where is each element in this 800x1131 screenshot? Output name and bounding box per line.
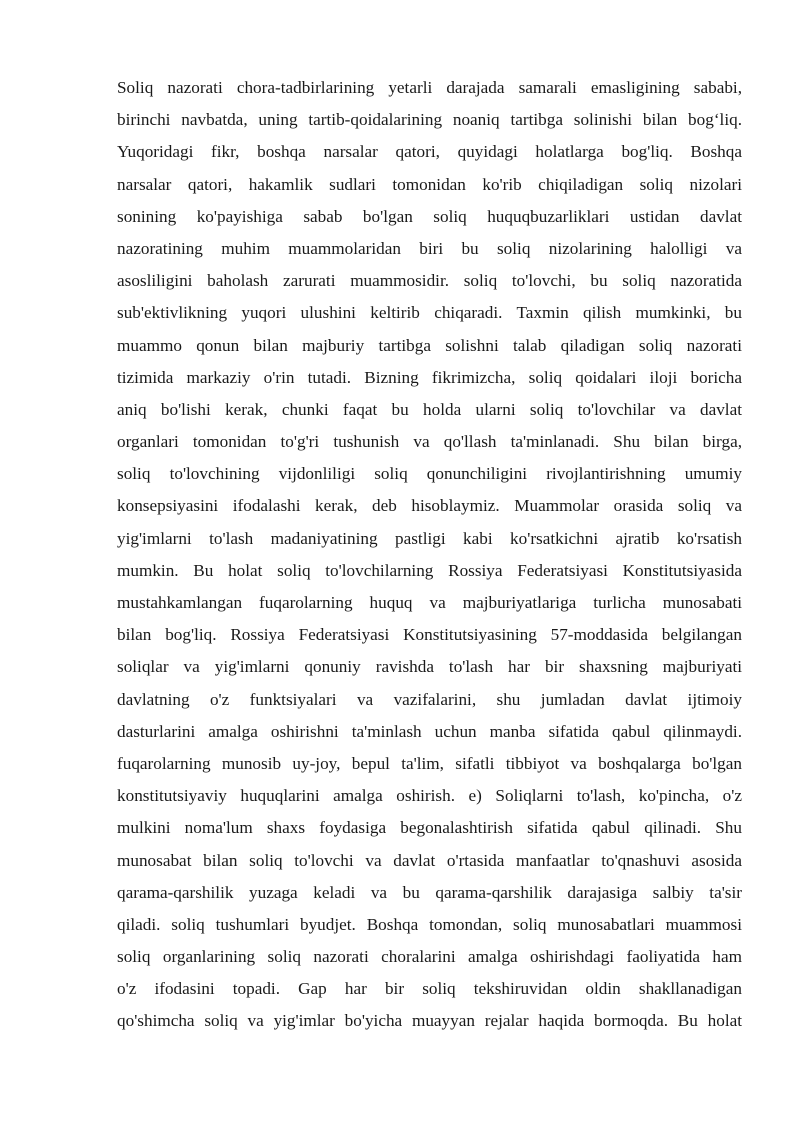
text-line: soliqlar va yig'imlarni qonuniy ravishda to'lash har bir shaxsning majburiyati bbox=[117, 657, 742, 677]
text-line: Yuqoridagi fikr, boshqa narsalar qatori, quyidagi holatlarga bog'liq. Boshqa bbox=[117, 142, 742, 162]
text-line: qo'shimcha soliq va yig'imlar bo'yicha muayyan rejalar haqida bormoqda. Bu holat bbox=[117, 1011, 742, 1031]
text-line: munosabat bilan soliq to'lovchi va davlat o'rtasida manfaatlar to'qnashuvi asosida bbox=[117, 850, 742, 870]
text-line: mustahkamlangan fuqarolarning huquq va majburiyatlariga turlicha munosabati bbox=[117, 593, 742, 612]
body-text bbox=[117, 72, 742, 1038]
text-line: aniq bo'lishi kerak, chunki faqat bu holda ularni soliq to'lovchilar va davlat bbox=[117, 399, 742, 419]
text-line: konsepsiyasini ifodalashi kerak, deb hisoblaymiz. Muammolar orasida soliq va bbox=[117, 496, 742, 516]
text-line: yig'imlarni to'lash madaniyatining pastligi kabi ko'rsatkichni ajratib ko'rsatish bbox=[117, 528, 742, 548]
text-line: muammo qonun bilan majburiy tartibga solishni talab qiladigan soliq nazorati bbox=[117, 335, 742, 355]
text-line: davlatning o'z funktsiyalari va vazifalarini, shu jumladan davlat ijtimoiy bbox=[117, 689, 742, 709]
text-line: fuqarolarning munosib uy-joy, bepul ta'lim, sifatli tibbiyot va boshqalarga bo'lgan bbox=[117, 753, 742, 773]
text-line: mumkin. Bu holat soliq to'lovchilarning Rossiya Federatsiyasi Konstitutsiyasida bbox=[117, 560, 742, 580]
text-line: soliq organlarining soliq nazorati choralarini amalga oshirishdagi faoliyatida ham bbox=[117, 947, 742, 967]
text-line: asosliligini baholash zarurati muammosidir. soliq to'lovchi, bu soliq nazoratida bbox=[117, 271, 742, 291]
text-line: tizimida markaziy o'rin tutadi. Bizning fikrimizcha, soliq qoidalari iloji boricha bbox=[117, 367, 742, 387]
text-line: Soliq nazorati chora-tadbirlarining yetarli darajada samarali emasligining sababi, bbox=[117, 78, 742, 97]
text-line: birinchi navbatda, uning tartib-qoidalarining noaniq tartibga solinishi bilan bog‘liq. bbox=[117, 110, 742, 130]
text-line: konstitutsiyaviy huquqlarini amalga oshirish. e) Soliqlarni to'lash, ko'pincha, o'z bbox=[117, 786, 742, 806]
text-line: bilan bog'liq. Rossiya Federatsiyasi Konstitutsiyasining 57-moddasida belgilangan bbox=[117, 625, 742, 645]
text-line: narsalar qatori, hakamlik sudlari tomonidan ko'rib chiqiladigan soliq nizolari bbox=[117, 174, 742, 194]
text-line: sub'ektivlikning yuqori ulushini keltirib chiqaradi. Taxmin qilish mumkinki, bu bbox=[117, 303, 742, 323]
text-line: soliq to'lovchining vijdonliligi soliq qonunchiligini rivojlantirishning umumiy bbox=[117, 464, 742, 484]
text-line: dasturlarini amalga oshirishni ta'minlash uchun manba sifatida qabul qilinmaydi. bbox=[117, 721, 742, 741]
text-line: qarama-qarshilik yuzaga keladi va bu qarama-qarshilik darajasiga salbiy ta'sir bbox=[117, 882, 742, 902]
text-line: mulkini noma'lum shaxs foydasiga begonalashtirish sifatida qabul qilinadi. Shu bbox=[117, 818, 742, 838]
text-line: nazoratining muhim muammolaridan biri bu soliq nizolarining halolligi va bbox=[117, 238, 742, 258]
text-line: qiladi. soliq tushumlari byudjet. Boshqa tomondan, soliq munosabatlari muammosi bbox=[117, 914, 742, 934]
text-line: o'z ifodasini topadi. Gap har bir soliq tekshiruvidan oldin shakllanadigan bbox=[117, 979, 742, 999]
text-line: organlari tomonidan to'g'ri tushunish va qo'llash ta'minlanadi. Shu bilan birga, bbox=[117, 432, 742, 452]
text-line: sonining ko'payishiga sabab bo'lgan soliq huquqbuzarliklari ustidan davlat bbox=[117, 206, 742, 226]
